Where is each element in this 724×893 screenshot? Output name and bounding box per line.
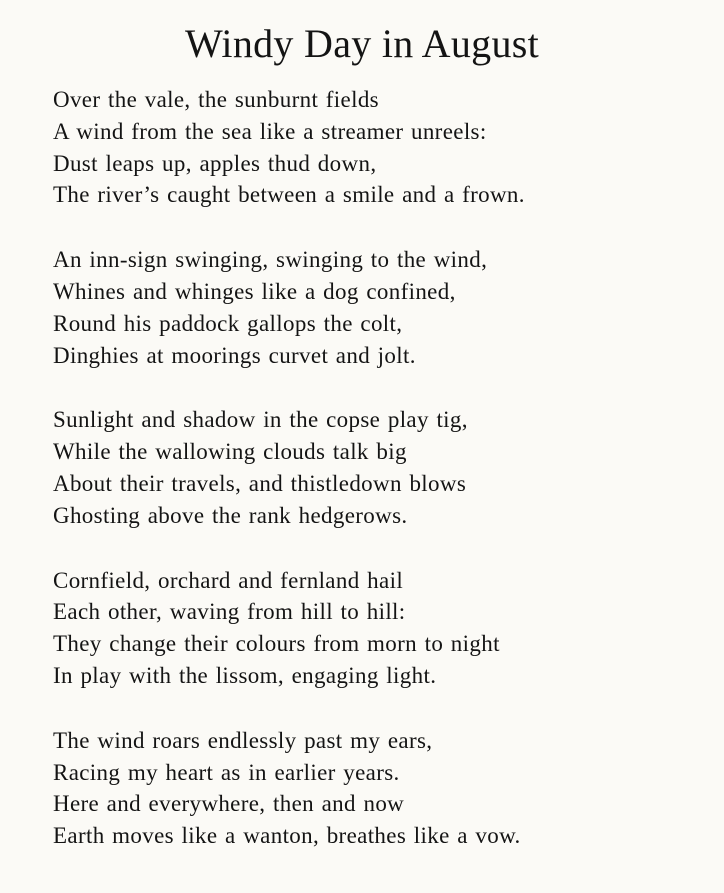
poem-line: Over the vale, the sunburnt fields <box>53 87 379 112</box>
poem-line: Cornfield, orchard and fernland hail <box>53 567 404 593</box>
poem-line: Racing my heart as in earlier years. <box>53 759 400 785</box>
stanza-5 <box>53 725 713 852</box>
poem-line: An inn-sign swinging, swinging to the wind, <box>53 247 488 273</box>
poem-line: Ghosting above the rank hedgerows. <box>53 502 408 528</box>
poem-line: Sunlight and shadow in the copse play tig, <box>53 407 468 433</box>
stanza-4 <box>53 565 713 692</box>
poem-line: About their travels, and thistledown blows <box>53 470 467 496</box>
stanza-2 <box>53 244 713 371</box>
poem-line: Here and everywhere, then and now <box>53 791 405 817</box>
poem-title: Windy Day in August <box>184 21 540 66</box>
poem-line: The wind roars endlessly past my ears, <box>53 727 433 753</box>
poem-line: A wind from the sea like a streamer unreels: <box>53 118 487 144</box>
poem-line: Whines and whinges like a dog confined, <box>53 278 456 304</box>
poem-line: Dinghies at moorings curvet and jolt. <box>53 342 416 368</box>
poem-line: Round his paddock gallops the colt, <box>53 310 403 336</box>
stanza-3 <box>53 404 713 531</box>
poem-body <box>53 84 713 885</box>
poem-line: Earth moves like a wanton, breathes like a vow. <box>53 823 521 849</box>
poem-line: They change their colours from morn to night <box>53 631 500 657</box>
poem-line: While the wallowing clouds talk big <box>53 439 407 465</box>
poem-line: The river’s caught between a smile and a frown. <box>53 182 525 208</box>
stanza-1 <box>53 84 713 211</box>
poem-line: In play with the lissom, engaging light. <box>53 662 437 688</box>
poem-line: Each other, waving from hill to hill: <box>53 599 406 625</box>
poem-line: Dust leaps up, apples thud down, <box>53 150 377 176</box>
